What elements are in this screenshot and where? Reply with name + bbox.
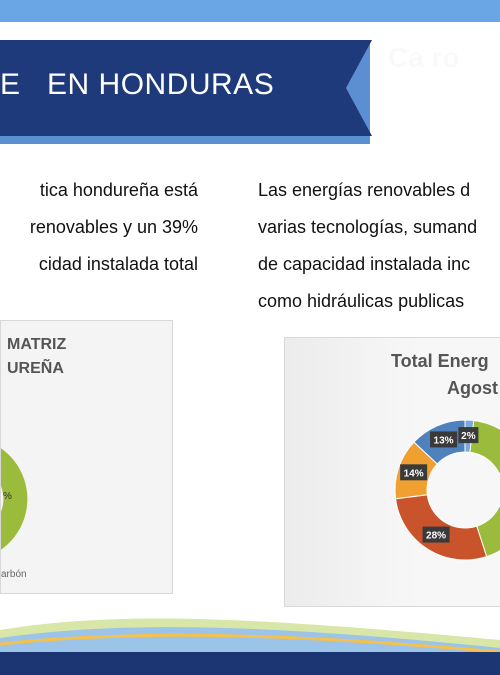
right-line: Las energías renovables d — [258, 180, 471, 200]
ghost-text: Ca ro — [388, 42, 460, 73]
right-chart-title-line: Total Energ — [391, 351, 489, 371]
donut-data-label — [458, 427, 478, 443]
donut-label-text: 14% — [403, 468, 424, 480]
slide-title: E EN HONDURAS — [0, 68, 275, 101]
left-legend-item: arbón — [1, 569, 27, 580]
right-donut-svg — [285, 338, 500, 606]
left-chart-title-line: MATRIZ — [7, 336, 67, 353]
donut-label-text: 28% — [426, 530, 447, 542]
donut-data-label — [400, 464, 427, 480]
footer-wave — [0, 600, 500, 655]
left-chart-title-line: UREÑA — [7, 360, 64, 377]
left-pie-label: % — [3, 491, 12, 502]
right-chart-title-line: Agost — [447, 378, 498, 398]
right-paragraph — [258, 172, 500, 320]
right-line: como hidráulicas publicas — [258, 291, 465, 311]
donut-label-text: 13% — [433, 435, 454, 447]
left-chart-panel — [0, 320, 173, 594]
right-line: varias tecnologías, sumand — [258, 217, 478, 237]
donut-data-label — [430, 431, 457, 447]
left-line: tica hondureña está — [39, 180, 198, 200]
left-line: renovables y un 39% — [29, 217, 198, 237]
top-accent-bar — [0, 0, 500, 22]
right-line: de capacidad instalada inc — [258, 254, 471, 274]
left-paragraph — [0, 172, 198, 283]
right-chart-panel — [284, 337, 500, 607]
donut-data-label — [423, 527, 450, 543]
footer-bar — [0, 652, 500, 675]
donut-label-text: 2% — [461, 431, 476, 443]
left-line: cidad instalada total — [38, 254, 198, 274]
left-chart-svg — [1, 321, 172, 593]
